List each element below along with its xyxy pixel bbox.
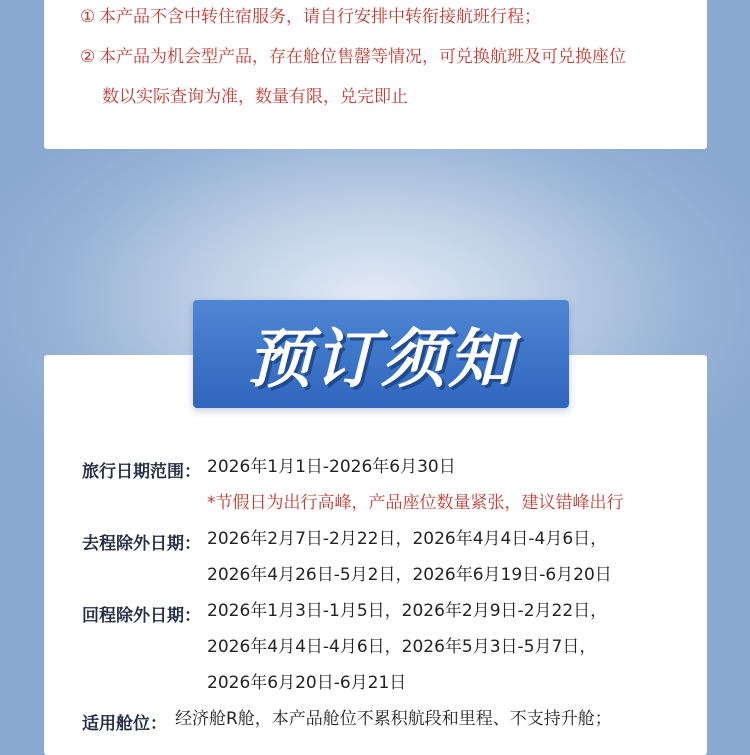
outbound-excluded-line-2: 2026年4月26日-5月2日，2026年6月19日-6月20日 bbox=[207, 565, 612, 585]
return-excluded-line-3: 2026年6月20日-6月21日 bbox=[207, 673, 407, 693]
notice-item-1 bbox=[80, 7, 541, 27]
notice-text-2: 本产品为机会型产品，存在舱位售罄等情况，可兑换航班及可兑换座位 bbox=[99, 47, 626, 67]
notice-item-2 bbox=[80, 47, 626, 67]
cabin-label: 适用舱位： bbox=[82, 714, 167, 734]
travel-period-note: *节假日为出行高峰，产品座位数量紧张，建议错峰出行 bbox=[207, 493, 624, 513]
section-title: 预订须知 bbox=[247, 323, 515, 397]
return-excluded-line-1: 2026年1月3日-1月5日，2026年2月9日-2月22日， bbox=[207, 601, 608, 621]
notice-item-2-continuation: 数以实际查询为准，数量有限，兑完即止 bbox=[102, 87, 408, 107]
travel-period-value: 2026年1月1日-2026年6月30日 bbox=[207, 457, 456, 477]
outbound-excluded-line-1: 2026年2月7日-2月22日，2026年4月4日-4月6日， bbox=[207, 529, 608, 549]
circled-number-2: ② bbox=[80, 47, 96, 67]
outbound-excluded-label: 去程除外日期： bbox=[82, 534, 201, 554]
circled-number-1: ① bbox=[80, 7, 96, 27]
booking-info-card bbox=[44, 355, 707, 755]
section-banner bbox=[193, 300, 569, 408]
cabin-value: 经济舱R舱，本产品舱位不累积航段和里程、不支持升舱； bbox=[175, 709, 612, 729]
return-excluded-line-2: 2026年4月4日-4月6日，2026年5月3日-5月7日， bbox=[207, 637, 597, 657]
travel-period-label: 旅行日期范围： bbox=[82, 462, 201, 482]
return-excluded-label: 回程除外日期： bbox=[82, 606, 201, 626]
notice-text-1: 本产品不含中转住宿服务，请自行安排中转衔接航班行程； bbox=[99, 7, 541, 27]
